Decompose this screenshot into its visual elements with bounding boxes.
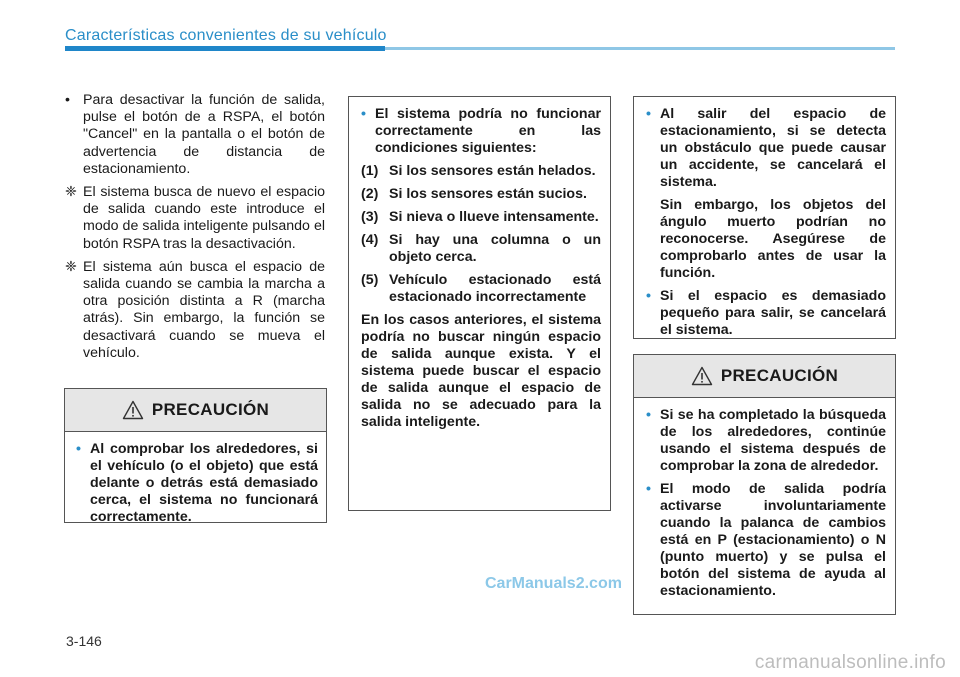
condition-text: Si nieva o llueve intensamente. [389,209,599,225]
exit-bullet-continuation: Sin embargo, los objetos del ángulo muerto podrían no reconocerse. Asegúrese de comprobarlo antes de usar la función. [660,197,886,281]
condition-item [361,272,601,306]
bullet-mark: • [65,92,70,108]
condition-item [361,232,601,266]
note-mark: ❈ [65,184,77,201]
condition-number: (3) [361,209,379,225]
exit-bullet [646,288,886,339]
warning-triangle-icon [122,400,144,420]
bullet-dot: • [646,288,651,304]
note-search-again [65,184,325,253]
caution-bullet-text: Al comprobar los alrededores, si el vehículo (o el objeto) que está delante o detrás está demasiado cerca, el sistema no funcionará correctamente. [90,441,318,525]
warning-triangle-icon [691,366,713,386]
column-1 [65,92,325,368]
condition-number: (4) [361,232,379,248]
conditions-intro-text: El sistema podría no funcionar correctamente en las condiciones siguientes: [375,106,601,156]
conditions-intro [361,106,601,157]
bullet-dot: • [361,106,366,122]
bullet-dot: • [646,481,651,497]
caution-box-1 [64,388,327,523]
condition-item [361,163,601,180]
watermark-footer: carmanualsonline.info [754,652,946,673]
caution-header [634,355,895,398]
section-title: Características convenientes de su vehículo [65,27,387,44]
caution-bullet [646,407,886,475]
conditions-box [348,96,611,511]
watermark-link[interactable]: CarManuals2.com [485,575,622,592]
conditions-outro: En los casos anteriores, el sistema podría no buscar ningún espacio de salida aunque exista. Y el sistema puede buscar el espacio de salida aunque el espacio de salida no se adecuado para la salida inteligente. [361,312,601,430]
condition-text: Si los sensores están sucios. [389,186,587,202]
condition-number: (5) [361,272,379,288]
bullet-dot: • [646,407,651,423]
note-text: El sistema busca de nuevo el espacio de salida cuando este introduce el modo de salida inteligente pulsando el botón RSPA tras la desactivación. [83,184,325,252]
caution-bullet-text: El modo de salida podría activarse involuntariamente cuando la palanca de cambios está en P (estacionamiento) o N (punto muerto) y se pulsa el botón del sistema de ayuda al estacionamiento. [660,481,886,599]
bullet-dot: • [76,441,81,457]
condition-item [361,209,601,226]
caution-box-2 [633,354,896,615]
caution-bullet-text: Si se ha completado la búsqueda de los alrededores, continúe usando el sistema después de comprobar la zona de alrededor. [660,407,886,474]
condition-number: (1) [361,163,379,179]
exit-info-box [633,96,896,339]
exit-bullet-text: Si el espacio es demasiado pequeño para salir, se cancelará el sistema. [660,288,886,338]
caution-header [65,389,326,432]
header-rule [65,47,895,50]
note-gear-change [65,259,325,362]
header-rule-accent [65,46,385,51]
condition-text: Si los sensores están helados. [389,163,596,179]
page-number: 3-146 [66,633,102,649]
caution-heading: PRECAUCIÓN [151,400,270,419]
caution-bullet [76,441,318,526]
note-mark: ❈ [65,258,77,275]
caution-bullet [646,481,886,600]
condition-number: (2) [361,186,379,202]
caution-heading: PRECAUCIÓN [720,366,839,385]
exit-bullet [646,106,886,191]
condition-item [361,186,601,203]
paragraph-deactivate [65,92,325,178]
bullet-dot: • [646,106,651,122]
note-text: El sistema aún busca el espacio de salida cuando se cambia la marcha a otra posición distinta a R (marcha atrás). Sin embargo, la función se desactivará cuando se mueva el vehículo. [83,258,325,361]
condition-text: Vehículo estacionado está estacionado incorrectamente [389,272,601,305]
exit-bullet-text: Al salir del espacio de estacionamiento, si se detecta un obstáculo que puede causar un accidente, se cancelará el sistema. [660,106,886,190]
paragraph-text: Para desactivar la función de salida, pulse el botón de a RSPA, el botón "Cancel" en la pantalla o el botón de advertencia de distancia de estacionamiento. [83,92,325,177]
condition-text: Si hay una columna o un objeto cerca. [389,232,601,265]
